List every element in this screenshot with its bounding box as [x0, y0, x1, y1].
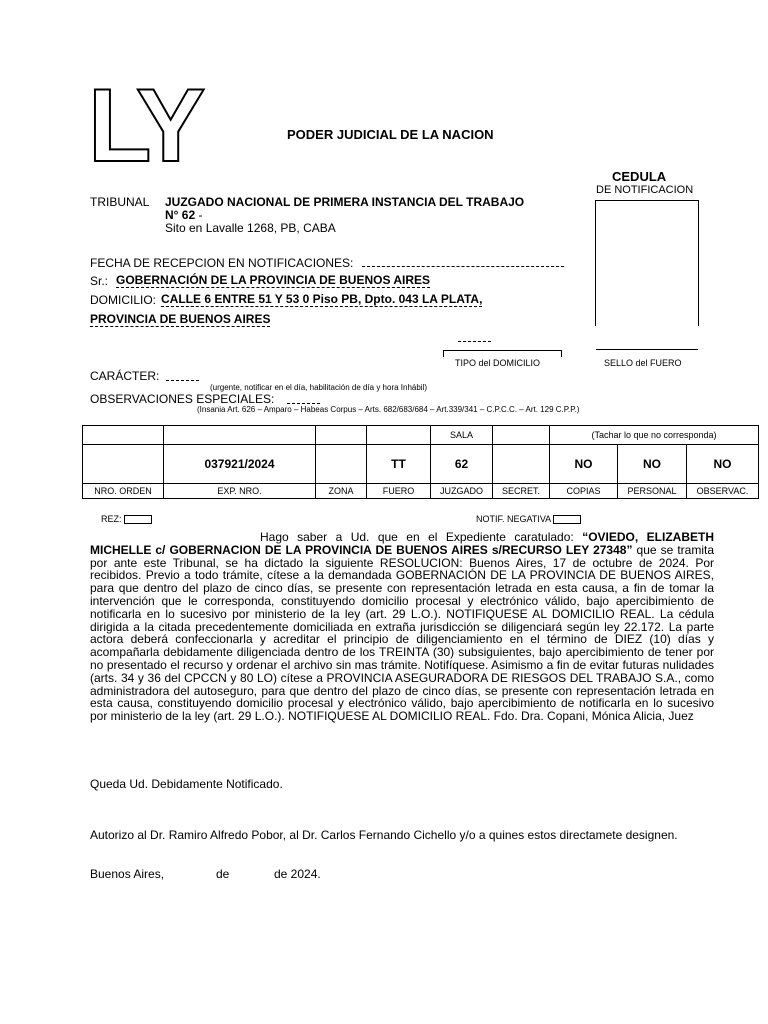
fecha-year: de 2024.	[274, 867, 321, 881]
grid-header: NRO. ORDEN	[83, 484, 164, 499]
caracter-line	[166, 380, 199, 381]
fecha-recepcion-line	[362, 266, 564, 267]
grid-top-cell	[316, 426, 367, 445]
cedula-stamp-box	[595, 200, 699, 326]
tipo-domicilio-dash	[458, 341, 491, 342]
tribunal-number	[165, 208, 203, 222]
grid-value	[83, 445, 164, 484]
intro-text: Hago saber a Ud. que en el Expediente caratulado:	[260, 530, 574, 544]
caracter-label: CARÁCTER:	[90, 369, 160, 383]
domicilio-line1: CALLE 6 ENTRE 51 Y 53 0 Piso PB, Dpto. 043 LA PLATA,	[161, 292, 483, 306]
grid-header: SECRET.	[493, 484, 550, 499]
domicilio-line2: PROVINCIA DE BUENOS AIRES	[90, 312, 271, 326]
grid-header: EXP. NRO.	[164, 484, 316, 499]
grid-header: ZONA	[316, 484, 367, 499]
grid-header: JUZGADO	[431, 484, 493, 499]
cedula-title: CEDULA	[612, 169, 667, 184]
tipo-domicilio-label: TIPO del DOMICILIO	[455, 358, 541, 368]
destinatario-label: Sr.:	[90, 274, 109, 288]
autorizo-text: Autorizo al Dr. Ramiro Alfredo Pobor, al Dr. Carlos Fernando Cichello y/o a quines estos directamete designen.	[90, 828, 678, 842]
grid-top-cell	[83, 426, 164, 445]
tribunal-number-value: N° 62	[165, 208, 196, 222]
observaciones-label: OBSERVACIONES ESPECIALES:	[90, 392, 275, 406]
grid-value: 62	[431, 445, 493, 484]
rez-label: REZ:	[101, 514, 122, 524]
grid-value: NO	[687, 445, 759, 484]
domicilio-label: DOMICILIO:	[90, 293, 157, 307]
grid-top-cell	[164, 426, 316, 445]
tribunal-address: Sito en Lavalle 1268, PB, CABA	[165, 221, 336, 235]
tribunal-name: JUZGADO NACIONAL DE PRIMERA INSTANCIA DEL TRABAJO	[165, 195, 525, 209]
grid-header: PERSONAL	[618, 484, 687, 499]
grid-top-cell	[493, 426, 550, 445]
resolution-body: que se tramita por ante este Tribunal, se ha dictado la siguiente RESOLUCION: Buenos Aires, 17 de octubre de 2024. Por recibidos. Previo a todo trámite, cítese a la demandada GOBERNACIÓN DE LA PROVINCIA DE BUENOS AIRES, para que dentro del plazo de cinco días, se presente con representación letrada en esta causa, a fin de tomar la intervención que le corresponda, constituyendo domicilio procesal y electrónico válido, bajo apercibimiento de notificarla en lo sucesivo por ministerio de la ley (art. 29 L.O.). NOTIFIQUESE AL DOMICILIO REAL. La cédula dirigida a la citada precedentemente domiciliada en extraña jurisdicción se diligenciará según ley 22.172. La parte actora deberá confeccionarla y acreditar el principio de diligenciamiento en el término de DIEZ (10) días y acompañarla debidamente diligenciada dentro de los TREINTA (30) subsiguientes, bajo apercibimiento de tener por no presentado el recurso y ordenar el archivo sin mas trámite. Notifíquese. Asimismo a fin de evitar futuras nulidades (arts. 34 y 36 del CPCCN y 80 LO) cítese a PROVINCIA ASEGURADORA DE RIESGOS DEL TRABAJO S.A., como administradora del autoseguro, para que dentro del plazo de cinco días, se presente con representación letrada en esta causa, constituyendo domicilio procesal y electrónico válido, bajo apercibimiento de notificarla en lo sucesivo por ministerio de la ley (art. 29 L.O.). NOTIFIQUESE AL DOMICILIO REAL. Fdo. Dra. Copani, Mónica Alicia, Juez	[90, 542, 714, 724]
grid-value	[316, 445, 367, 484]
grid-value: 037921/2024	[164, 445, 316, 484]
fecha-de: de	[216, 867, 230, 881]
observaciones-note: (Insania Art. 626 – Amparo – Habeas Corpus – Arts. 682/683/684 – Art.339/341 – C.P.C.C. – Art. 129 C.P.P.)	[197, 405, 580, 414]
caratula-text: “OVIEDO, ELIZABETH MICHELLE c/ GOBERNACION DE LA PROVINCIA DE BUENOS AIRES s/RECURSO LEY 27348”	[90, 530, 714, 557]
notif-negativa-label: NOTIF. NEGATIVA	[476, 514, 551, 524]
rez-checkbox[interactable]	[124, 515, 152, 524]
fecha-recepcion-label: FECHA DE RECEPCION EN NOTIFICACIONES:	[90, 256, 354, 270]
caracter-note: (urgente, notificar en el día, habilitación de día y hora Inhábil)	[210, 383, 428, 392]
caratula-paragraph	[90, 531, 714, 723]
grid-header: FUERO	[367, 484, 431, 499]
grid-top-cell	[367, 426, 431, 445]
notif-negativa-checkbox[interactable]	[553, 515, 581, 524]
observaciones-line	[287, 403, 320, 404]
destinatario-value: GOBERNACIÓN DE LA PROVINCIA DE BUENOS AIRES	[116, 273, 431, 287]
expediente-table	[82, 425, 759, 499]
fecha-city: Buenos Aires,	[90, 867, 165, 881]
tribunal-number-suffix: -	[195, 208, 203, 222]
tribunal-label: TRIBUNAL	[90, 195, 150, 209]
grid-value: NO	[618, 445, 687, 484]
sello-label: SELLO del FUERO	[604, 358, 682, 368]
page-title: PODER JUDICIAL DE LA NACION	[287, 127, 494, 142]
sello-line	[596, 349, 698, 350]
closing-text: Queda Ud. Debidamente Notificado.	[90, 777, 283, 791]
grid-value: TT	[367, 445, 431, 484]
rez-field	[101, 514, 152, 524]
grid-value: NO	[550, 445, 618, 484]
grid-header: OBSERVAC.	[687, 484, 759, 499]
sala-label: SALA	[431, 426, 493, 445]
resolution-text	[90, 531, 714, 723]
notif-negativa-field	[476, 514, 581, 524]
tipo-domicilio-bracket	[443, 350, 562, 357]
tachar-label: (Tachar lo que no corresponda)	[550, 426, 759, 445]
grid-value	[493, 445, 550, 484]
logo: LY	[88, 68, 200, 184]
cedula-subtitle: DE NOTIFICACION	[596, 184, 694, 196]
grid-header: COPIAS	[550, 484, 618, 499]
